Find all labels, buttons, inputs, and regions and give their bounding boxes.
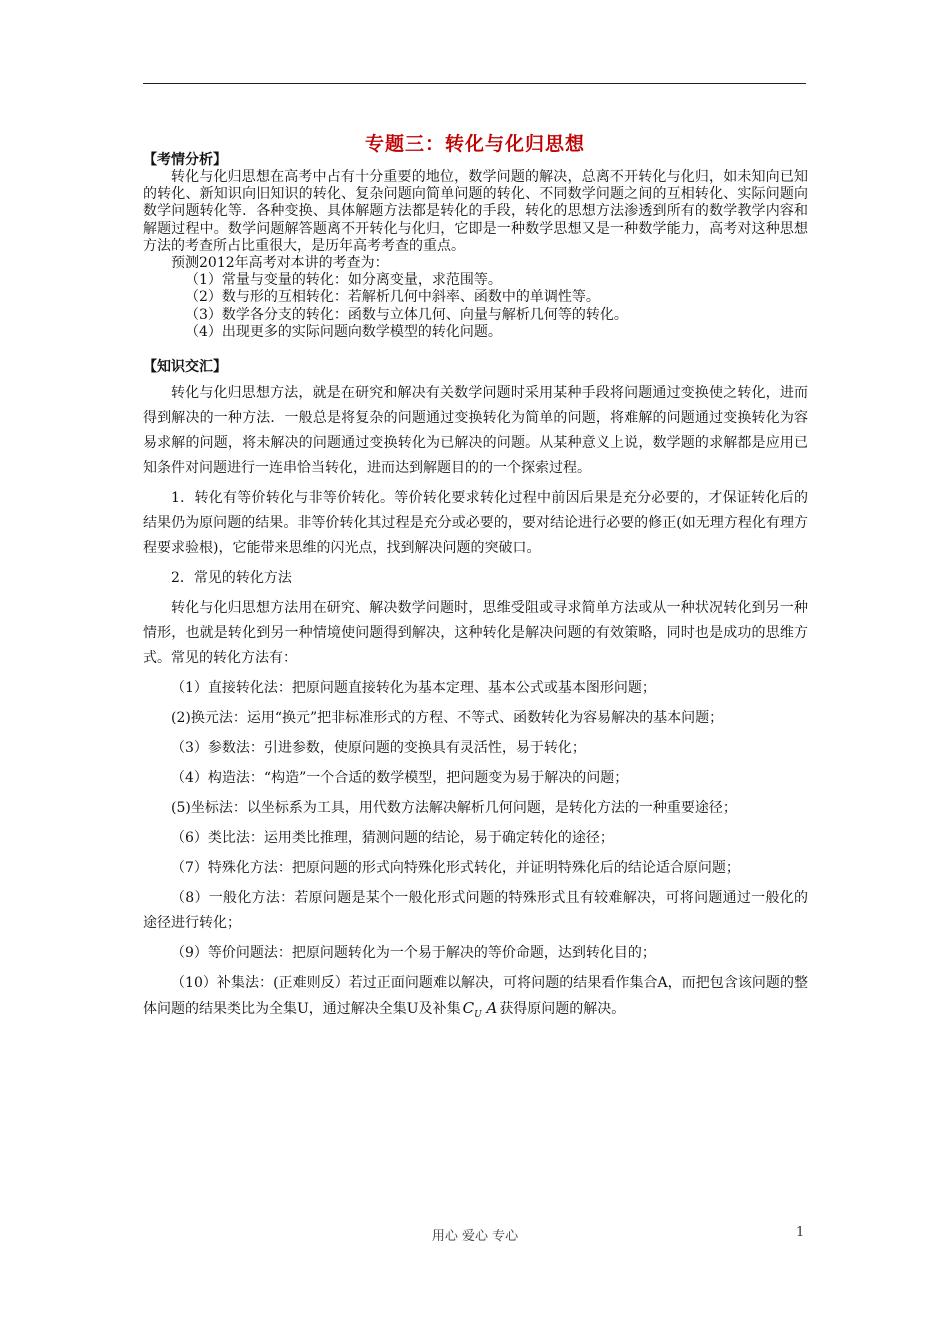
forecast-item: （1）常量与变量的转化：如分离变量，求范围等。 bbox=[185, 272, 502, 289]
section-analysis bbox=[143, 151, 808, 341]
method-item: (5)坐标法：以坐标系为工具，用代数方法解决解析几何问题，是转化方法的一种重要途径； bbox=[171, 800, 737, 816]
methods-heading: 2．常见的转化方法 bbox=[171, 570, 292, 586]
forecast-item: （2）数与形的互相转化：若解析几何中斜率、函数中的单调性等。 bbox=[185, 289, 600, 306]
complement-set-symbol: $C_U$ A bbox=[462, 999, 498, 1020]
methods-intro: 转化与化归思想方法用在研究、解决数学问题时，思维受阻或寻求简单方法或从一种状况转化到另一种情形，也就是转化到另一种情境使问题得到解决，这种转化是解决问题的有效策略，同时也是成功的思维方式。常见的转化方法有： bbox=[143, 600, 808, 666]
method-item: （3）参数法：引进参数，使原问题的变换具有灵活性，易于转化； bbox=[171, 740, 586, 756]
method-item: （4）构造法：“构造”一个合适的数学模型，把问题变为易于解决的问题； bbox=[171, 770, 629, 786]
method-complement-text: （10）补集法：(正难则反）若过正面问题难以解决，可将问题的结果看作集合A，而把包含该问题的整体问题的结果类比为全集U，通过解决全集U及补集 bbox=[143, 975, 808, 1017]
equivalence-paragraph: 1．转化有等价转化与非等价转化。等价转化要求转化过程中前因后果是充分必要的，才保证转化后的结果仍为原问题的结果。非等价转化其过程是充分或必要的，要对结论进行必要的修正(如无理方程化有理方程要求验根)，它能带来思维的闪光点，找到解决问题的突破口。 bbox=[143, 490, 808, 556]
forecast-paragraph: 预测2012年高考对本讲的考查为： bbox=[171, 255, 389, 272]
forecast-item: （3）数学各分支的转化：函数与立体几何、向量与解析几何等的转化。 bbox=[185, 306, 628, 323]
analysis-body bbox=[143, 169, 808, 341]
method-item: (2)换元法：运用“换元”把非标准形式的方程、不等式、函数转化为容易解决的基本问题； bbox=[171, 710, 724, 726]
method-item: （7）特殊化方法：把原问题的形式向特殊化形式转化，并证明特殊化后的结论适合原问题； bbox=[171, 860, 740, 876]
analysis-paragraph: 转化与化归思想在高考中占有十分重要的地位，数学问题的解决，总离不开转化与化归，如未知向已知的转化、新知识向旧知识的转化、复杂问题向简单问题的转化、不同数学问题之间的互相转化、实际问题向数学问题转化等．各种变换、具体解题方法都是转化的手段，转化的思想方法渗透到所有的数学教学内容和解题过程中。数学问题解答题离不开转化与化归，它即是一种数学思想又是一种数学能力，高考对这种思想方法的考查所占比重很大，是历年高考考查的重点。 bbox=[143, 169, 808, 254]
method-item: （9）等价问题法：把原问题转化为一个易于解决的等价命题，达到转化目的； bbox=[171, 945, 656, 961]
method-complement-tail: 获得原问题的解决。 bbox=[499, 1001, 626, 1017]
page-number: 1 bbox=[796, 1225, 805, 1240]
footer-slogan: 用心 爱心 专心 bbox=[431, 1229, 519, 1244]
knowledge-paragraph: 转化与化归思想方法，就是在研究和解决有关数学问题时采用某种手段将问题通过变换使之转化，进而得到解决的一种方法．一般总是将复杂的问题通过变换转化为简单的问题，将难解的问题通过变换转化为容易求解的问题，将未解决的问题通过变换转化为已解决的问题。从某种意义上说，数学题的求解都是应用已知条件对问题进行一连串恰当转化，进而达到解题目的的一个探索过程。 bbox=[143, 385, 808, 476]
header-rule bbox=[143, 83, 806, 84]
method-item: （8）一般化方法：若原问题是某个一般化形式问题的特殊形式且有较难解决，可将问题通过一般化的途径进行转化； bbox=[143, 890, 808, 931]
method-item: （1）直接转化法：把原问题直接转化为基本定理、基本公式或基本图形问题； bbox=[171, 680, 656, 696]
section-heading-knowledge: 【知识交汇】 bbox=[143, 359, 227, 375]
forecast-item: （4）出现更多的实际问题向数学模型的转化问题。 bbox=[185, 323, 502, 340]
method-item-complement bbox=[143, 971, 808, 1028]
section-knowledge bbox=[143, 358, 808, 376]
method-item: （6）类比法：运用类比推理，猜测问题的结论，易于确定转化的途径； bbox=[171, 830, 614, 846]
section-heading-analysis: 【考情分析】 bbox=[143, 152, 227, 168]
knowledge-body bbox=[143, 381, 808, 1033]
page-title: 专题三：转化与化归思想 bbox=[364, 133, 585, 155]
